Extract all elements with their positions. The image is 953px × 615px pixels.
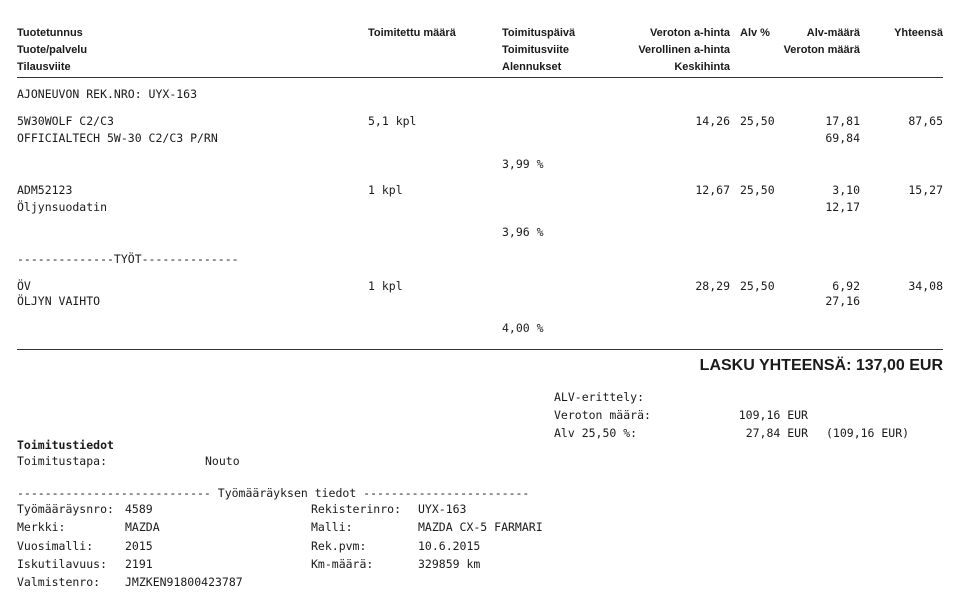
item-1-name: OFFICIALTECH 5W-30 C2/C3 P/RN	[17, 131, 218, 145]
item-1-total: 87,65	[908, 114, 943, 128]
header-product-name: Tuote/palvelu	[17, 44, 88, 56]
item-3-vat-pct: 25,50	[740, 279, 775, 293]
item-3-total: 34,08	[908, 279, 943, 293]
header-order-ref: Tilausviite	[17, 61, 71, 73]
item-3-net-amount: 27,16	[825, 294, 860, 308]
vat-breakdown-title: ALV-erittely:	[554, 390, 645, 404]
item-3-qty: 1 kpl	[368, 279, 403, 293]
header-col-price	[600, 25, 730, 76]
make-value: MAZDA	[125, 520, 160, 534]
item-1-code: 5W30WOLF C2/C3	[17, 114, 114, 128]
item-1-net-amount: 69,84	[825, 131, 860, 145]
model-label: Malli:	[311, 520, 353, 534]
header-delivered-qty: Toimitettu määrä	[368, 27, 456, 39]
item-3-name: ÖLJYN VAIHTO	[17, 294, 101, 308]
displacement-label: Iskutilavuus:	[17, 557, 108, 571]
item-3-vat-amount: 6,92	[832, 279, 860, 293]
displacement-value: 2191	[125, 557, 153, 571]
item-1-qty: 5,1 kpl	[368, 114, 417, 128]
item-1-vat-pct: 25,50	[740, 114, 775, 128]
item-1-unit-price: 14,26	[695, 114, 730, 128]
model-value: MAZDA CX-5 FARMARI	[418, 520, 543, 534]
delivery-method-label: Toimitustapa:	[17, 454, 108, 468]
vehicle-line: AJONEUVON REK.NRO: UYX-163	[17, 87, 198, 101]
work-separator: --------------TYÖT--------------	[17, 252, 239, 266]
work-order-number-label: Työmääräysnro:	[17, 502, 114, 516]
registration-date-label: Rek.pvm:	[311, 539, 367, 553]
vat-base-value: (109,16 EUR)	[826, 426, 910, 440]
header-delivery-ref: Toimitusviite	[502, 44, 570, 56]
make-label: Merkki:	[17, 520, 66, 534]
vat-net-label: Veroton määrä:	[554, 408, 651, 422]
item-2-vat-amount: 3,10	[832, 183, 860, 197]
header-vat-amount: Alv-määrä	[806, 27, 860, 39]
vin-label: Valmistenro:	[17, 575, 101, 589]
header-col-product	[17, 25, 87, 76]
mileage-label: Km-määrä:	[311, 557, 374, 571]
header-col-vat	[760, 25, 860, 59]
item-3-code: ÖV	[17, 279, 31, 293]
header-product-code: Tuotetunnus	[17, 27, 83, 39]
vat-rate-value: 27,84 EUR	[745, 426, 808, 440]
item-1-discount: 3,99 %	[502, 157, 544, 171]
mileage-value: 329859 km	[418, 557, 481, 571]
work-order-title: ---------------------------- Työmääräyksen tiedot ------------------------	[17, 486, 530, 500]
header-net-unit-price: Veroton a-hinta	[649, 27, 730, 39]
header-discounts: Alennukset	[502, 61, 562, 73]
header-gross-unit-price: Verollinen a-hinta	[638, 44, 730, 56]
item-2-vat-pct: 25,50	[740, 183, 775, 197]
item-3-unit-price: 28,29	[695, 279, 730, 293]
items-divider	[17, 349, 943, 350]
item-2-qty: 1 kpl	[368, 183, 403, 197]
item-2-code: ADM52123	[17, 183, 73, 197]
header-average-price: Keskihinta	[674, 61, 730, 73]
invoice-total: LASKU YHTEENSÄ: 137,00 EUR	[699, 357, 943, 374]
item-2-name: Öljynsuodatin	[17, 200, 108, 214]
header-net-amount: Veroton määrä	[783, 44, 860, 56]
registration-label: Rekisterinro:	[311, 502, 402, 516]
model-year-label: Vuosimalli:	[17, 539, 94, 553]
item-1-vat-amount: 17,81	[825, 114, 860, 128]
header-divider	[17, 77, 943, 78]
item-2-total: 15,27	[908, 183, 943, 197]
vin-value: JMZKEN91800423787	[125, 575, 243, 589]
delivery-title: Toimitustiedot	[17, 438, 114, 452]
item-3-discount: 4,00 %	[502, 321, 544, 335]
vat-rate-label: Alv 25,50 %:	[554, 426, 638, 440]
item-2-unit-price: 12,67	[695, 183, 730, 197]
header-delivery-date: Toimituspäivä	[502, 27, 576, 39]
item-2-discount: 3,96 %	[502, 225, 544, 239]
delivery-method-value: Nouto	[205, 454, 240, 468]
registration-date-value: 10.6.2015	[418, 539, 481, 553]
model-year-value: 2015	[125, 539, 153, 553]
vat-net-value: 109,16 EUR	[738, 408, 808, 422]
work-order-number: 4589	[125, 502, 153, 516]
item-2-net-amount: 12,17	[825, 200, 860, 214]
header-vat-pct: Alv %	[740, 27, 770, 39]
header-col-delivery	[502, 25, 575, 76]
header-total: Yhteensä	[894, 27, 943, 39]
registration-value: UYX-163	[418, 502, 467, 516]
